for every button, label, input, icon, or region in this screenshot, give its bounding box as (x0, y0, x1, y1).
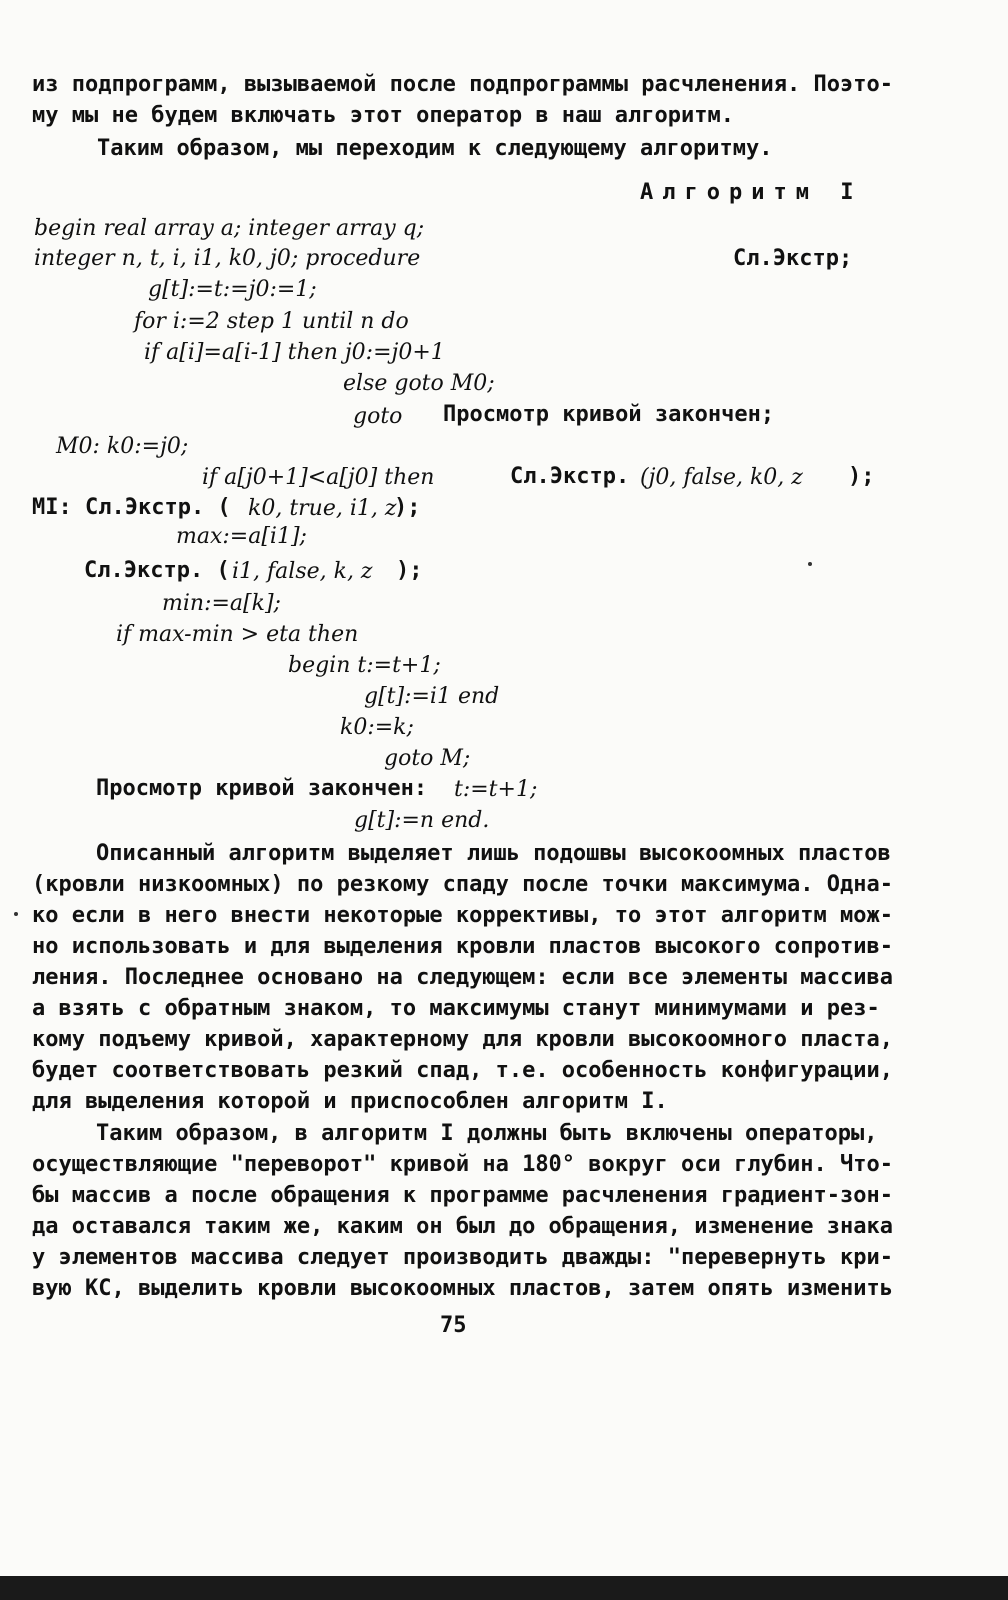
code-line-4: for i:=2 step 1 until n do (134, 309, 409, 334)
paragraph-1-line: для выделения которой и приспособлен алгоритм I. (32, 1089, 668, 1114)
code-line-1: begin real array a; integer array q; (34, 216, 425, 241)
code-line-20: g[t]:=n end. (354, 808, 490, 833)
paragraph-2 (32, 1118, 892, 1304)
scan-speck (14, 912, 18, 916)
intro-line-2: му мы не будем включать этот оператор в наш алгоритм. (32, 103, 734, 128)
code-line-7-text: Просмотр кривой закончен; (443, 402, 775, 427)
code-line-18: goto M; (384, 746, 471, 771)
code-line-9: if a[j0+1]<a[j0] then (202, 465, 435, 490)
paragraph-1-line: (кровли низкоомных) по резкому спаду после точки максимума. Одна- (32, 872, 893, 897)
code-line-12-call: Сл.Экстр. ( (84, 558, 230, 583)
code-line-17: k0:=k; (340, 715, 414, 740)
code-line-12-args: i1, false, k, z (232, 559, 373, 584)
paragraph-2-line: да оставался таким же, каким он был до обращения, изменение знака (32, 1214, 893, 1239)
code-line-7-keyword: goto (353, 404, 403, 429)
paragraph-1-line: будет соответствовать резкий спад, т.е. особенность конфигурации, (32, 1058, 893, 1083)
code-line-11: max:=a[i1]; (176, 524, 307, 549)
code-line-15: begin t:=t+1; (288, 653, 441, 678)
paragraph-1-line: ко если в него внести некоторые коррективы, то этот алгоритм мож- (32, 903, 893, 928)
code-line-14: if max-min > eta then (116, 622, 359, 647)
code-line-5: if a[i]=a[i-1] then j0:=j0+1 (144, 340, 445, 365)
code-line-9-close: ); (848, 464, 875, 489)
code-line-16: g[t]:=i1 end (364, 684, 500, 709)
paragraph-1-line: a взять с обратным знаком, то максимумы станут минимумами и рез- (32, 996, 880, 1021)
code-line-13: min:=a[k]; (162, 591, 281, 616)
code-line-2-right: Сл.Экстр; (733, 246, 853, 271)
page-number: 75 (440, 1313, 467, 1338)
code-line-2: integer n, t, i, i1, k0, j0; procedure (34, 246, 421, 271)
scan-bottom-edge (0, 1576, 1008, 1600)
paragraph-2-line: у элементов массива следует производить дважды: "перевернуть кри- (32, 1245, 893, 1270)
code-line-19-label: Просмотр кривой закончен: (96, 776, 428, 801)
paragraph-1-line: ления. Последнее основано на следующем: если все элементы массива (32, 965, 893, 990)
code-line-8: M0: k0:=j0; (56, 434, 189, 459)
paragraph-2-line: осуществляющие "переворот" кривой на 180° вокруг оси глубин. Что- (32, 1152, 893, 1177)
code-line-3: g[t]:=t:=j0:=1; (148, 277, 317, 302)
paragraph-2-line: вую КС, выделить кровли высокоомных пластов, затем опять изменить (32, 1276, 893, 1301)
paragraph-1 (32, 838, 892, 1117)
paragraph-2-line: бы массив a после обращения к программе расчленения градиент-зон- (32, 1183, 893, 1208)
paragraph-2-line: Таким образом, в алгоритм I должны быть включены операторы, (96, 1121, 878, 1146)
intro-line-3: Таким образом, мы переходим к следующему алгоритму. (97, 136, 773, 161)
code-line-10-label: MI: Сл.Экстр. ( (32, 495, 231, 520)
code-line-10-close: ); (394, 495, 421, 520)
code-line-12-close: ); (396, 558, 423, 583)
paragraph-1-line: кому подъему кривой, характерному для кровли высокоомного пласта, (32, 1027, 893, 1052)
code-line-9-args: (j0, false, k0, z (640, 465, 803, 490)
code-line-19-stmt: t:=t+1; (454, 777, 538, 802)
code-line-9-call: Сл.Экстр. (510, 464, 630, 489)
algorithm-title: Алгоритм I (640, 180, 863, 205)
intro-line-1: из подпрограмм, вызываемой после подпрограммы расчленения. Поэто- (32, 72, 893, 97)
paragraph-1-line: но использовать и для выделения кровли пластов высокого сопротив- (32, 934, 893, 959)
code-line-10-args: k0, true, i1, z (248, 496, 397, 521)
scan-speck (808, 562, 812, 566)
code-line-6: else goto M0; (343, 371, 495, 396)
paragraph-1-line: Описанный алгоритм выделяет лишь подошвы высокоомных пластов (96, 841, 891, 866)
